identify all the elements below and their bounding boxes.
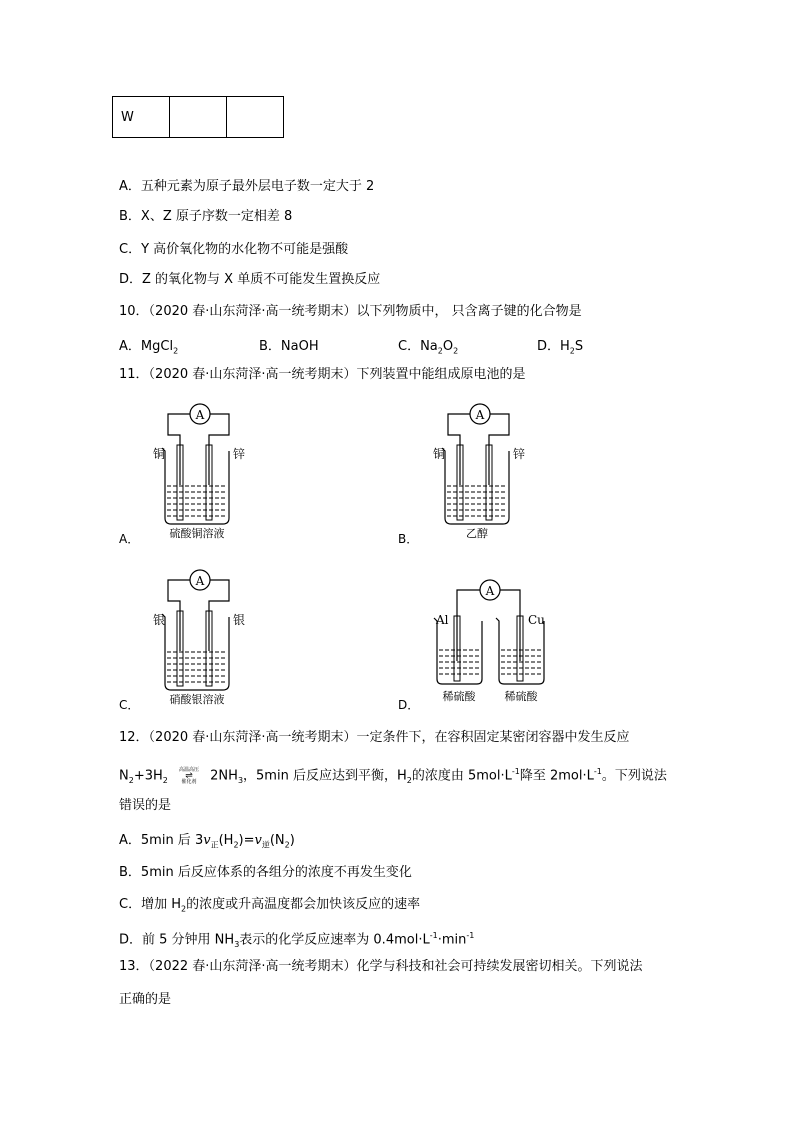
figure-a-cell	[145, 400, 255, 540]
q11-option-a: A．	[119, 532, 140, 546]
q9-option-c: C．Y 高价氧化物的水化物不可能是强酸	[119, 242, 349, 257]
electrode-right-label: 银	[233, 613, 246, 627]
meter-label: A	[195, 408, 205, 422]
meter-label: A	[475, 408, 485, 422]
q9-option-b: B．X、Z 原子序数一定相差 8	[119, 209, 293, 224]
q12-option-c: C．增加 $H_2$的浓度或升高温度都会加快该反应的速率	[119, 897, 421, 914]
electrode-left-label: 银	[153, 613, 166, 627]
q11-stem: 11．（2020 春·山东菏泽·高一统考期末）下列装置中能组成原电池的是	[119, 367, 526, 382]
meter-label: A	[485, 584, 495, 598]
q10-option-b: B．NaOH	[259, 339, 319, 354]
q10-option-a: A．MgCl$_2$	[119, 339, 179, 356]
electrode-right-label: Cu	[528, 613, 545, 627]
electrode-right-label: 锌	[233, 447, 246, 461]
solution-right-label: 稀硫酸	[504, 690, 538, 703]
q12-option-d: D．前 5 分钟用 $NH_3$表示的化学反应速率为 $0.4mol\cdot L^{-1}\cdot\min^{-1}$	[119, 931, 475, 949]
q10-option-c: C．$Na_2O_2$	[398, 339, 459, 356]
q11-option-d: D．	[398, 698, 420, 712]
figure-c-cell	[145, 566, 255, 706]
q12-stem-line2: 错误的是	[119, 798, 172, 813]
q11-option-c: C．	[119, 698, 140, 712]
table-cell-empty-1	[170, 97, 227, 138]
q11-option-b: B．	[398, 532, 419, 546]
meter-label: A	[195, 574, 205, 588]
q12-stem: 12．（2020 春·山东菏泽·高一统考期末）一定条件下，在容积固定某密闭容器中发生反应	[119, 730, 630, 745]
q12-equation: $N_2+3H_2$ 高温高压 ⇌ 催化剂 $2NH_3$，5min 后反应达到平衡，$H_2$的浓度由 $5mol\cdot L^{-1}$降至 $2mol\cdot L^{-1}$。下列说法	[119, 766, 667, 785]
q12-option-b: B．5min 后反应体系的各组分的浓度不再发生变化	[119, 865, 412, 880]
electrode-left-label: 铜	[153, 447, 166, 461]
q13-stem-line2: 正确的是	[119, 992, 172, 1007]
electrode-left-label: Al	[436, 613, 449, 627]
figure-b-cell	[425, 400, 535, 540]
solution-label: 硝酸银溶液	[169, 693, 225, 706]
figure-d-cell	[430, 576, 555, 706]
solution-label: 乙醇	[466, 527, 488, 540]
table-cell-w: W	[113, 97, 170, 138]
q13-stem: 13．（2022 春·山东菏泽·高一统考期末）化学与科技和社会可持续发展密切相关。下列说法	[119, 959, 643, 974]
electrode-right-label: 锌	[513, 447, 526, 461]
equilibrium-arrow-icon: 高温高压 ⇌ 催化剂	[179, 766, 200, 785]
element-table	[112, 96, 284, 138]
q10-option-d: D．$H_2S$	[537, 339, 584, 356]
q12-option-a: A．5min 后 $3v_正(H_2)=v_逆(N_2)$	[119, 833, 295, 850]
q9-option-a: A．五种元素为原子最外层电子数一定大于 2	[119, 179, 375, 194]
table-cell-empty-2	[227, 97, 284, 138]
q9-option-d: D．Z 的氧化物与 X 单质不可能发生置换反应	[119, 272, 381, 287]
solution-label: 硫酸铜溶液	[169, 527, 225, 540]
solution-left-label: 稀硫酸	[442, 690, 476, 703]
q10-stem: 10．（2020 春·山东菏泽·高一统考期末）以下列物质中， 只含离子键的化合物是	[119, 304, 582, 319]
electrode-left-label: 铜	[433, 447, 446, 461]
